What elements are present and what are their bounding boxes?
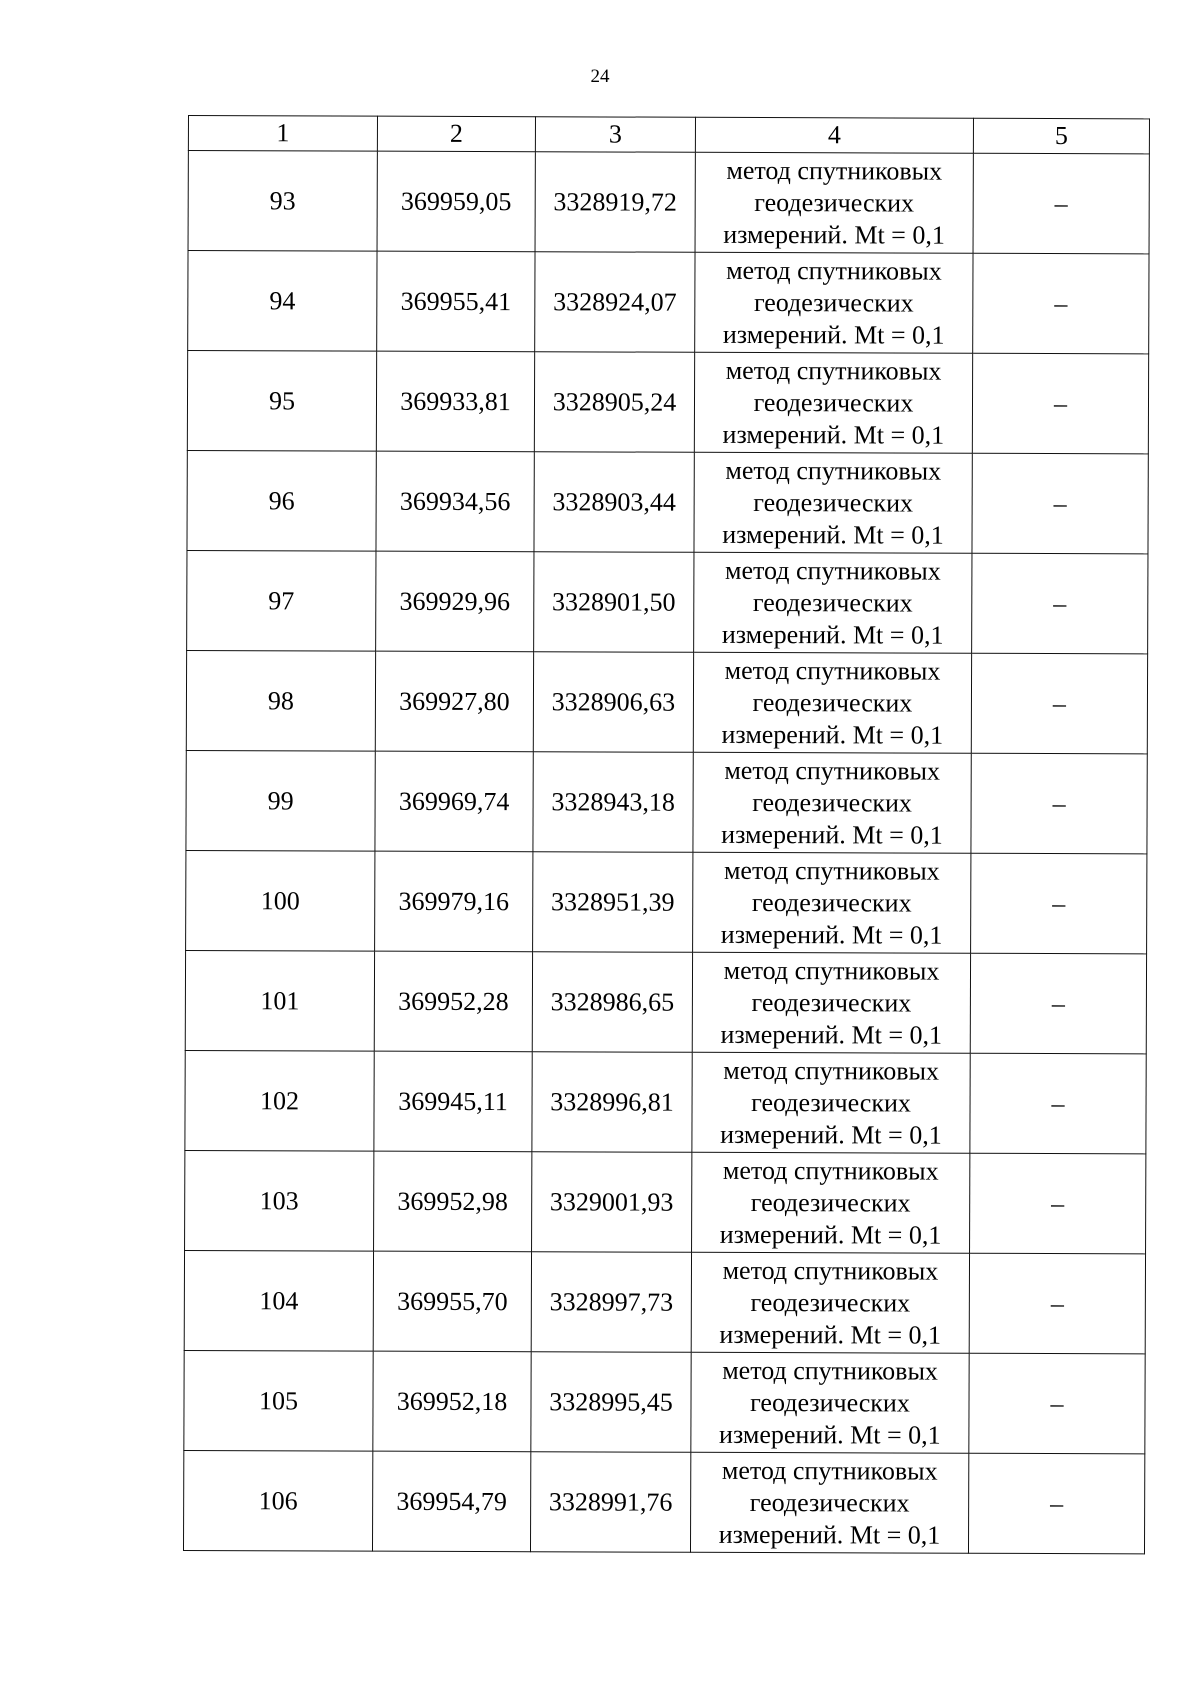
method-line: метод спутниковых bbox=[724, 655, 941, 686]
coordinate-y-cell: 3328996,81 bbox=[532, 1052, 692, 1153]
note-cell: – bbox=[972, 553, 1148, 654]
method-line: метод спутниковых bbox=[723, 855, 940, 886]
table-row bbox=[185, 950, 1146, 1053]
coordinate-y-cell: 3328901,50 bbox=[534, 552, 694, 653]
coordinate-y-cell: 3328903,44 bbox=[534, 452, 694, 553]
coordinate-y-cell: 3328991,76 bbox=[530, 1452, 690, 1553]
point-number-cell: 98 bbox=[186, 650, 375, 751]
coordinate-x-cell: 369955,41 bbox=[377, 251, 535, 352]
method-cell bbox=[690, 1452, 968, 1553]
header-cell-3: 3 bbox=[535, 117, 695, 153]
method-line: измерений. Mt = 0,1 bbox=[721, 819, 943, 850]
header-cell-4: 4 bbox=[695, 117, 973, 153]
point-number-cell: 101 bbox=[185, 950, 374, 1051]
coordinate-x-cell: 369955,70 bbox=[373, 1251, 531, 1352]
coordinate-y-cell: 3328919,72 bbox=[535, 152, 695, 253]
coordinate-x-cell: 369933,81 bbox=[376, 351, 534, 452]
method-line: метод спутниковых bbox=[725, 355, 942, 386]
method-line: измерений. Mt = 0,1 bbox=[719, 1219, 942, 1250]
method-line: метод спутниковых bbox=[726, 255, 942, 286]
method-line: метод спутниковых bbox=[724, 755, 941, 786]
coordinate-x-cell: 369927,80 bbox=[375, 651, 533, 752]
method-line: метод спутниковых bbox=[722, 1255, 939, 1286]
note-cell: – bbox=[972, 453, 1148, 554]
method-cell bbox=[692, 952, 970, 1053]
point-number-cell: 97 bbox=[187, 550, 376, 651]
point-number-cell: 94 bbox=[188, 251, 377, 352]
method-line: измерений. Mt = 0,1 bbox=[719, 1419, 941, 1450]
note-cell: – bbox=[973, 153, 1149, 254]
method-cell bbox=[693, 852, 971, 953]
header-cell-1: 1 bbox=[188, 116, 377, 152]
table-row bbox=[184, 1350, 1145, 1453]
coordinate-y-cell: 3328997,73 bbox=[531, 1252, 691, 1353]
method-line: измерений. Mt = 0,1 bbox=[719, 1319, 942, 1350]
coordinate-x-cell: 369952,28 bbox=[374, 951, 532, 1052]
coordinate-y-cell: 3328924,07 bbox=[535, 252, 695, 353]
point-number-cell: 95 bbox=[187, 351, 376, 452]
method-line: геодезических bbox=[752, 587, 913, 618]
method-line: геодезических bbox=[751, 887, 912, 918]
coordinate-x-cell: 369979,16 bbox=[375, 851, 533, 952]
method-cell bbox=[693, 752, 971, 853]
point-number-cell: 96 bbox=[187, 450, 376, 551]
point-number-cell: 106 bbox=[183, 1450, 372, 1551]
method-line: геодезических bbox=[750, 1187, 911, 1218]
method-line: измерений. Mt = 0,1 bbox=[718, 1519, 941, 1550]
coordinate-x-cell: 369929,96 bbox=[376, 551, 534, 652]
table-row bbox=[185, 1050, 1146, 1153]
point-number-cell: 104 bbox=[184, 1250, 373, 1351]
method-cell bbox=[691, 1252, 969, 1353]
coordinate-x-cell: 369969,74 bbox=[375, 751, 533, 852]
coordinate-y-cell: 3328906,63 bbox=[533, 652, 693, 753]
method-line: геодезических bbox=[750, 1287, 911, 1318]
method-line: измерений. Mt = 0,1 bbox=[723, 219, 945, 250]
point-number-cell: 99 bbox=[186, 750, 375, 851]
method-line: геодезических bbox=[752, 787, 913, 818]
note-cell: – bbox=[971, 653, 1147, 754]
method-line: измерений. Mt = 0,1 bbox=[722, 319, 945, 350]
method-line: измерений. Mt = 0,1 bbox=[722, 419, 945, 450]
note-cell: – bbox=[972, 353, 1148, 454]
table-row bbox=[185, 1150, 1146, 1253]
point-number-cell: 103 bbox=[185, 1150, 374, 1251]
method-cell bbox=[691, 1352, 969, 1453]
table-row bbox=[186, 850, 1147, 953]
coordinate-y-cell: 3328986,65 bbox=[532, 952, 692, 1053]
coordinate-y-cell: 3328995,45 bbox=[531, 1352, 691, 1453]
method-cell bbox=[694, 352, 972, 453]
table-row bbox=[183, 1450, 1144, 1553]
coordinate-x-cell: 369954,79 bbox=[372, 1451, 530, 1552]
table-header bbox=[188, 116, 1149, 154]
method-cell bbox=[695, 152, 973, 253]
method-line: геодезических bbox=[749, 1487, 910, 1518]
coordinate-x-cell: 369952,18 bbox=[373, 1351, 531, 1452]
method-line: метод спутниковых bbox=[723, 955, 940, 986]
table-body bbox=[183, 151, 1149, 1554]
method-line: геодезических bbox=[752, 687, 913, 718]
method-line: геодезических bbox=[753, 387, 914, 418]
method-line: метод спутниковых bbox=[722, 1355, 939, 1386]
coordinate-x-cell: 369952,98 bbox=[374, 1151, 532, 1252]
method-line: геодезических bbox=[751, 987, 912, 1018]
table-row bbox=[187, 351, 1148, 454]
method-line: геодезических bbox=[751, 1087, 911, 1118]
method-line: измерений. Mt = 0,1 bbox=[721, 619, 944, 650]
note-cell: – bbox=[968, 1453, 1144, 1554]
method-cell bbox=[693, 652, 971, 753]
note-cell: – bbox=[971, 853, 1147, 954]
coordinate-y-cell: 3328943,18 bbox=[533, 752, 693, 853]
method-line: геодезических bbox=[754, 187, 915, 218]
header-cell-5: 5 bbox=[973, 118, 1149, 154]
method-cell bbox=[695, 252, 973, 353]
note-cell: – bbox=[970, 1053, 1146, 1154]
table-row bbox=[186, 750, 1147, 853]
coordinate-x-cell: 369945,11 bbox=[374, 1051, 532, 1152]
header-cell-2: 2 bbox=[377, 116, 535, 152]
method-line: метод спутниковых bbox=[725, 555, 941, 586]
table-row bbox=[186, 650, 1147, 753]
note-cell: – bbox=[970, 1153, 1146, 1254]
table-row bbox=[187, 450, 1148, 553]
point-number-cell: 102 bbox=[185, 1050, 374, 1151]
table-row bbox=[188, 251, 1149, 354]
note-cell: – bbox=[971, 753, 1147, 854]
table-row bbox=[188, 151, 1149, 254]
method-line: геодезических bbox=[750, 1387, 910, 1418]
method-line: метод спутниковых bbox=[722, 1155, 939, 1186]
method-line: метод спутниковых bbox=[726, 155, 943, 186]
coordinates-table bbox=[183, 115, 1150, 1554]
method-cell bbox=[694, 452, 972, 553]
coordinate-x-cell: 369959,05 bbox=[377, 151, 535, 252]
point-number-cell: 100 bbox=[186, 850, 375, 951]
header-row bbox=[188, 116, 1149, 154]
method-cell bbox=[692, 1052, 970, 1153]
method-line: метод спутниковых bbox=[721, 1455, 938, 1486]
note-cell: – bbox=[969, 1353, 1145, 1454]
point-number-cell: 105 bbox=[184, 1350, 373, 1451]
method-line: измерений. Mt = 0,1 bbox=[720, 1019, 943, 1050]
table-row bbox=[184, 1250, 1145, 1353]
coordinate-y-cell: 3329001,93 bbox=[532, 1152, 692, 1253]
table-row bbox=[187, 550, 1148, 653]
method-line: измерений. Mt = 0,1 bbox=[721, 719, 944, 750]
coordinate-y-cell: 3328951,39 bbox=[533, 852, 693, 953]
note-cell: – bbox=[970, 953, 1146, 1054]
note-cell: – bbox=[969, 1253, 1145, 1354]
method-cell bbox=[692, 1152, 970, 1253]
method-line: геодезических bbox=[753, 287, 914, 318]
method-line: геодезических bbox=[753, 487, 914, 518]
method-cell bbox=[694, 552, 972, 653]
method-line: измерений. Mt = 0,1 bbox=[720, 919, 943, 950]
method-line: метод спутниковых bbox=[723, 1055, 940, 1086]
coordinate-x-cell: 369934,56 bbox=[376, 451, 534, 552]
note-cell: – bbox=[973, 253, 1149, 354]
method-line: метод спутниковых bbox=[725, 455, 942, 486]
method-line: измерений. Mt = 0,1 bbox=[722, 519, 944, 550]
method-line: измерений. Mt = 0,1 bbox=[720, 1119, 942, 1150]
page-number: 24 bbox=[590, 66, 610, 87]
coordinate-y-cell: 3328905,24 bbox=[534, 352, 694, 453]
point-number-cell: 93 bbox=[188, 151, 377, 252]
